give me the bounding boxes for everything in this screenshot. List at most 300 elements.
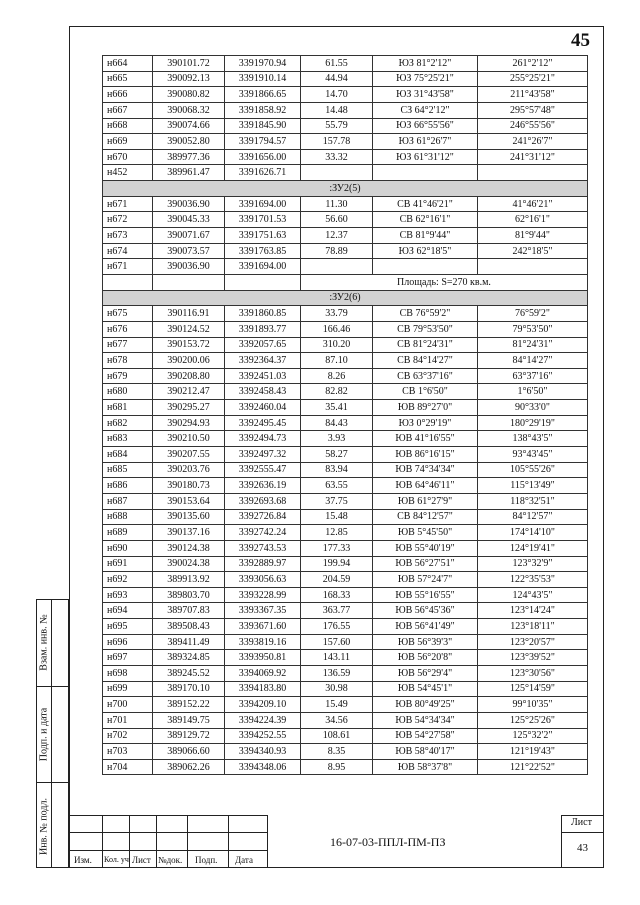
- table-cell: ЮЗ 61°31'12": [373, 149, 478, 165]
- table-cell: ЮВ 89°27'0": [373, 400, 478, 416]
- table-cell: 390036.90: [153, 196, 225, 212]
- table-cell: [301, 259, 373, 275]
- table-row: [103, 681, 588, 697]
- table-cell: 81°24'31": [478, 337, 588, 353]
- side-stamp-inv: Инв. № подл.: [38, 798, 50, 855]
- table-cell: 30.98: [301, 681, 373, 697]
- table-cell: 390052.80: [153, 134, 225, 150]
- table-cell: н704: [103, 759, 153, 775]
- table-cell: 3391794.57: [225, 134, 301, 150]
- table-cell: 3393671.60: [225, 619, 301, 635]
- table-row: [103, 71, 588, 87]
- table-cell: ЮВ 56°20'8": [373, 650, 478, 666]
- table-row: [103, 603, 588, 619]
- section-header-row: [103, 290, 588, 306]
- side-stamp-podp: Подп. и дата: [38, 707, 50, 762]
- table-cell: н692: [103, 572, 153, 588]
- table-cell: н693: [103, 587, 153, 603]
- table-cell: ЮЗ 31°43'58": [373, 87, 478, 103]
- table-cell: н680: [103, 384, 153, 400]
- table-row: [103, 650, 588, 666]
- table-cell: 390203.76: [153, 462, 225, 478]
- table-cell: 390137.16: [153, 525, 225, 541]
- table-cell: н694: [103, 603, 153, 619]
- table-cell: 63.55: [301, 478, 373, 494]
- table-cell: 242°18'5": [478, 243, 588, 259]
- table-row: [103, 321, 588, 337]
- table-cell: 125°25'26": [478, 712, 588, 728]
- table-cell: 122°35'53": [478, 572, 588, 588]
- table-cell: 3394224.39: [225, 712, 301, 728]
- table-cell: ЮВ 58°40'17": [373, 744, 478, 760]
- table-cell: 390180.73: [153, 478, 225, 494]
- table-cell: СВ 63°37'16": [373, 368, 478, 384]
- table-cell: 3393367.35: [225, 603, 301, 619]
- table-cell: 108.61: [301, 728, 373, 744]
- table-row: [103, 525, 588, 541]
- table-cell: 83.94: [301, 462, 373, 478]
- table-cell: ЮВ 41°16'55": [373, 431, 478, 447]
- table-cell: н696: [103, 634, 153, 650]
- table-cell: н679: [103, 368, 153, 384]
- table-row: [103, 744, 588, 760]
- table-cell: 166.46: [301, 321, 373, 337]
- table-cell: СВ 41°46'21": [373, 196, 478, 212]
- table-cell: 37.75: [301, 493, 373, 509]
- table-cell: 389245.52: [153, 665, 225, 681]
- table-cell: 390073.57: [153, 243, 225, 259]
- table-cell: 390212.47: [153, 384, 225, 400]
- table-row: [103, 509, 588, 525]
- table-cell: н682: [103, 415, 153, 431]
- table-cell: ЮВ 56°29'4": [373, 665, 478, 681]
- tb-label-data: Дата: [235, 855, 253, 865]
- table-cell: 76°59'2": [478, 306, 588, 322]
- table-cell: 8.26: [301, 368, 373, 384]
- table-cell: 63°37'16": [478, 368, 588, 384]
- table-row: [103, 572, 588, 588]
- table-row: [103, 400, 588, 416]
- table-cell: ЮВ 80°49'25": [373, 697, 478, 713]
- table-cell: н700: [103, 697, 153, 713]
- table-cell: 3392742.24: [225, 525, 301, 541]
- table-cell: 389062.26: [153, 759, 225, 775]
- table-cell: 3392460.04: [225, 400, 301, 416]
- table-cell: 211°43'58": [478, 87, 588, 103]
- table-cell: 3392458.43: [225, 384, 301, 400]
- table-cell: [153, 274, 225, 290]
- table-cell: 389066.60: [153, 744, 225, 760]
- table-row: [103, 759, 588, 775]
- table-cell: 241°26'7": [478, 134, 588, 150]
- table-cell: 390068.32: [153, 102, 225, 118]
- table-cell: 124°43'5": [478, 587, 588, 603]
- table-row: [103, 384, 588, 400]
- table-cell: 3392364.37: [225, 353, 301, 369]
- table-cell: [225, 274, 301, 290]
- table-cell: 123°32'9": [478, 556, 588, 572]
- table-cell: 3391751.63: [225, 228, 301, 244]
- table-cell: 35.41: [301, 400, 373, 416]
- table-cell: 87.10: [301, 353, 373, 369]
- table-row: [103, 619, 588, 635]
- table-cell: 199.94: [301, 556, 373, 572]
- table-cell: н673: [103, 228, 153, 244]
- table-cell: 93°43'45": [478, 447, 588, 463]
- table-cell: 3392693.68: [225, 493, 301, 509]
- table-cell: 389913.92: [153, 572, 225, 588]
- table-cell: 11.30: [301, 196, 373, 212]
- table-cell: 241°31'12": [478, 149, 588, 165]
- table-cell: н666: [103, 87, 153, 103]
- table-cell: 389961.47: [153, 165, 225, 181]
- sheet-number: 43: [577, 842, 588, 854]
- table-cell: 14.70: [301, 87, 373, 103]
- table-cell: н703: [103, 744, 153, 760]
- table-row: [103, 634, 588, 650]
- table-cell: 34.56: [301, 712, 373, 728]
- table-row: [103, 165, 588, 181]
- table-cell: 390071.67: [153, 228, 225, 244]
- table-cell: ЮВ 74°34'34": [373, 462, 478, 478]
- table-cell: н697: [103, 650, 153, 666]
- table-cell: 3391970.94: [225, 56, 301, 72]
- table-cell: 3393819.16: [225, 634, 301, 650]
- table-cell: н669: [103, 134, 153, 150]
- document-code: 16-07-03-ППЛ-ПМ-ПЗ: [330, 835, 446, 849]
- table-row: [103, 462, 588, 478]
- table-cell: 390116.91: [153, 306, 225, 322]
- table-cell: 123°18'11": [478, 619, 588, 635]
- table-cell: 174°14'10": [478, 525, 588, 541]
- table-cell: СВ 62°16'1": [373, 212, 478, 228]
- table-cell: СВ 81°9'44": [373, 228, 478, 244]
- table-cell: СВ 79°53'50": [373, 321, 478, 337]
- table-cell: 390153.64: [153, 493, 225, 509]
- table-cell: 3394348.06: [225, 759, 301, 775]
- table-row: [103, 712, 588, 728]
- table-cell: 3391860.85: [225, 306, 301, 322]
- table-cell: 389508.43: [153, 619, 225, 635]
- section-header-row: [103, 181, 588, 197]
- table-cell: 390200.06: [153, 353, 225, 369]
- table-cell: 389170.10: [153, 681, 225, 697]
- table-cell: 78.89: [301, 243, 373, 259]
- table-cell: 390208.80: [153, 368, 225, 384]
- table-row: [103, 665, 588, 681]
- table-cell: 55.79: [301, 118, 373, 134]
- table-cell: н671: [103, 259, 153, 275]
- table-cell: 389149.75: [153, 712, 225, 728]
- table-cell: 125°14'59": [478, 681, 588, 697]
- table-cell: 118°32'51": [478, 493, 588, 509]
- table-cell: ЮЗ 61°26'7": [373, 134, 478, 150]
- table-cell: н665: [103, 71, 153, 87]
- table-cell: 310.20: [301, 337, 373, 353]
- table-cell: 390036.90: [153, 259, 225, 275]
- table-cell: н676: [103, 321, 153, 337]
- table-cell: 390294.93: [153, 415, 225, 431]
- table-cell: 44.94: [301, 71, 373, 87]
- table-row: [103, 368, 588, 384]
- table-cell: 84°12'57": [478, 509, 588, 525]
- table-cell: 3392636.19: [225, 478, 301, 494]
- area-value: Площадь: S=270 кв.м.: [301, 274, 588, 290]
- table-cell: 3392555.47: [225, 462, 301, 478]
- table-cell: [103, 274, 153, 290]
- table-cell: 123°30'56": [478, 665, 588, 681]
- table-cell: 390024.38: [153, 556, 225, 572]
- table-row: [103, 556, 588, 572]
- table-cell: 115°13'49": [478, 478, 588, 494]
- table-cell: н452: [103, 165, 153, 181]
- table-row: [103, 353, 588, 369]
- table-row: [103, 149, 588, 165]
- table-cell: ЮЗ 0°29'19": [373, 415, 478, 431]
- table-cell: ЮВ 58°37'8": [373, 759, 478, 775]
- table-cell: 3391763.85: [225, 243, 301, 259]
- table-cell: 180°29'19": [478, 415, 588, 431]
- table-cell: 125°32'2": [478, 728, 588, 744]
- table-cell: СВ 84°14'27": [373, 353, 478, 369]
- table-cell: 3392494.73: [225, 431, 301, 447]
- table-cell: 14.48: [301, 102, 373, 118]
- table-cell: 33.79: [301, 306, 373, 322]
- table-cell: ЮВ 54°34'34": [373, 712, 478, 728]
- section-header: :ЗУ2(5): [103, 181, 588, 197]
- table-cell: 136.59: [301, 665, 373, 681]
- table-cell: 168.33: [301, 587, 373, 603]
- side-stamp-vzam: Взам. инв. №: [38, 614, 50, 671]
- table-cell: н702: [103, 728, 153, 744]
- table-cell: 3391845.90: [225, 118, 301, 134]
- table-cell: 390295.27: [153, 400, 225, 416]
- table-row: [103, 87, 588, 103]
- table-cell: ЮВ 64°46'11": [373, 478, 478, 494]
- table-cell: ЮВ 56°39'3": [373, 634, 478, 650]
- table-cell: н675: [103, 306, 153, 322]
- table-cell: 124°19'41": [478, 540, 588, 556]
- table-cell: ЮВ 61°27'9": [373, 493, 478, 509]
- table-cell: н667: [103, 102, 153, 118]
- table-cell: ЮВ 56°41'49": [373, 619, 478, 635]
- table-row: [103, 493, 588, 509]
- table-row: [103, 134, 588, 150]
- table-cell: 3392057.65: [225, 337, 301, 353]
- table-row: [103, 243, 588, 259]
- table-cell: 390124.52: [153, 321, 225, 337]
- tb-label-kol: Кол. уч: [104, 855, 129, 864]
- table-row: [103, 431, 588, 447]
- tb-label-list: Лист: [132, 855, 151, 865]
- table-cell: ЮВ 56°45'36": [373, 603, 478, 619]
- table-cell: н672: [103, 212, 153, 228]
- table-cell: 90°33'0": [478, 400, 588, 416]
- tb-label-podp: Подп.: [195, 855, 218, 865]
- table-cell: 389324.85: [153, 650, 225, 666]
- table-cell: 41°46'21": [478, 196, 588, 212]
- table-cell: 84.43: [301, 415, 373, 431]
- table-cell: 261°2'12": [478, 56, 588, 72]
- table-cell: н690: [103, 540, 153, 556]
- table-cell: 3391656.00: [225, 149, 301, 165]
- table-cell: 3391701.53: [225, 212, 301, 228]
- table-cell: 389707.83: [153, 603, 225, 619]
- side-stamp: [36, 599, 69, 868]
- table-cell: 15.49: [301, 697, 373, 713]
- table-cell: 157.60: [301, 634, 373, 650]
- table-cell: СВ 1°6'50": [373, 384, 478, 400]
- table-cell: 12.37: [301, 228, 373, 244]
- table-row: [103, 697, 588, 713]
- section-header: :ЗУ2(6): [103, 290, 588, 306]
- table-row: [103, 102, 588, 118]
- table-cell: [373, 165, 478, 181]
- table-cell: 177.33: [301, 540, 373, 556]
- table-cell: н671: [103, 196, 153, 212]
- table-cell: 123°20'57": [478, 634, 588, 650]
- table-row: [103, 212, 588, 228]
- table-cell: 390092.13: [153, 71, 225, 87]
- table-cell: [478, 165, 588, 181]
- table-cell: 3.93: [301, 431, 373, 447]
- table-cell: 3394183.80: [225, 681, 301, 697]
- table-cell: н687: [103, 493, 153, 509]
- table-cell: ЮЗ 66°55'56": [373, 118, 478, 134]
- table-cell: ЮЗ 81°2'12": [373, 56, 478, 72]
- table-cell: 8.95: [301, 759, 373, 775]
- tb-label-ndok: №док.: [158, 855, 183, 865]
- table-cell: н686: [103, 478, 153, 494]
- table-row: [103, 56, 588, 72]
- table-cell: н695: [103, 619, 153, 635]
- table-row: [103, 415, 588, 431]
- table-cell: ЮВ 56°27'51": [373, 556, 478, 572]
- table-cell: н685: [103, 462, 153, 478]
- table-row: [103, 337, 588, 353]
- table-cell: 123°14'24": [478, 603, 588, 619]
- table-cell: ЮВ 5°45'50": [373, 525, 478, 541]
- table-cell: 3392726.84: [225, 509, 301, 525]
- table-cell: 33.32: [301, 149, 373, 165]
- table-cell: 56.60: [301, 212, 373, 228]
- table-cell: 389129.72: [153, 728, 225, 744]
- table-cell: н691: [103, 556, 153, 572]
- table-cell: 58.27: [301, 447, 373, 463]
- table-cell: 389152.22: [153, 697, 225, 713]
- table-cell: 363.77: [301, 603, 373, 619]
- table-cell: 295°57'48": [478, 102, 588, 118]
- table-cell: 3391866.65: [225, 87, 301, 103]
- table-row: [103, 540, 588, 556]
- table-cell: 138°43'5": [478, 431, 588, 447]
- table-cell: 390207.55: [153, 447, 225, 463]
- table-row: [103, 447, 588, 463]
- table-cell: 143.11: [301, 650, 373, 666]
- table-cell: 3394252.55: [225, 728, 301, 744]
- table-cell: 8.35: [301, 744, 373, 760]
- table-row: [103, 259, 588, 275]
- table-cell: 123°39'52": [478, 650, 588, 666]
- table-cell: 3391694.00: [225, 259, 301, 275]
- table-cell: 62°16'1": [478, 212, 588, 228]
- table-cell: 3394209.10: [225, 697, 301, 713]
- table-row: [103, 587, 588, 603]
- table-cell: [373, 259, 478, 275]
- tb-label-izm: Изм.: [74, 855, 92, 865]
- table-cell: н699: [103, 681, 153, 697]
- table-cell: н678: [103, 353, 153, 369]
- table-cell: 3392451.03: [225, 368, 301, 384]
- table-cell: 389411.49: [153, 634, 225, 650]
- table-cell: 3393228.99: [225, 587, 301, 603]
- table-cell: 3393056.63: [225, 572, 301, 588]
- table-cell: 84°14'27": [478, 353, 588, 369]
- table-cell: ЮВ 57°24'7": [373, 572, 478, 588]
- table-cell: 390210.50: [153, 431, 225, 447]
- table-cell: 3392497.32: [225, 447, 301, 463]
- table-cell: 1°6'50": [478, 384, 588, 400]
- table-cell: ЮВ 55°40'19": [373, 540, 478, 556]
- table-cell: 15.48: [301, 509, 373, 525]
- table-cell: 3391858.92: [225, 102, 301, 118]
- area-row: [103, 274, 588, 290]
- table-cell: 3394340.93: [225, 744, 301, 760]
- table-cell: 82.82: [301, 384, 373, 400]
- table-cell: н674: [103, 243, 153, 259]
- table-cell: н681: [103, 400, 153, 416]
- table-cell: ЮЗ 62°18'5": [373, 243, 478, 259]
- table-cell: 390135.60: [153, 509, 225, 525]
- table-cell: 3392495.45: [225, 415, 301, 431]
- table-cell: 389803.70: [153, 587, 225, 603]
- table-cell: 61.55: [301, 56, 373, 72]
- table-cell: ЮВ 54°27'58": [373, 728, 478, 744]
- table-cell: н677: [103, 337, 153, 353]
- table-cell: н684: [103, 447, 153, 463]
- table-cell: 3394069.92: [225, 665, 301, 681]
- table-row: [103, 118, 588, 134]
- table-cell: СВ 84°12'57": [373, 509, 478, 525]
- table-cell: 99°10'35": [478, 697, 588, 713]
- table-cell: ЮВ 54°45'1": [373, 681, 478, 697]
- table-row: [103, 728, 588, 744]
- table-cell: н688: [103, 509, 153, 525]
- table-row: [103, 228, 588, 244]
- table-cell: 3391910.14: [225, 71, 301, 87]
- table-cell: 3391694.00: [225, 196, 301, 212]
- table-cell: 389977.36: [153, 149, 225, 165]
- table-cell: 390074.66: [153, 118, 225, 134]
- table-cell: ЮЗ 75°25'21": [373, 71, 478, 87]
- table-row: [103, 478, 588, 494]
- table-cell: [301, 165, 373, 181]
- table-cell: 12.85: [301, 525, 373, 541]
- sheet-label: Лист: [571, 817, 592, 828]
- coordinates-table: [102, 55, 588, 775]
- table-row: [103, 196, 588, 212]
- table-cell: 3392743.53: [225, 540, 301, 556]
- table-cell: [478, 259, 588, 275]
- table-cell: 105°55'26": [478, 462, 588, 478]
- table-cell: СЗ 64°2'12": [373, 102, 478, 118]
- table-cell: 3393950.81: [225, 650, 301, 666]
- table-cell: 121°19'43": [478, 744, 588, 760]
- table-cell: н698: [103, 665, 153, 681]
- table-cell: н683: [103, 431, 153, 447]
- table-cell: СВ 81°24'31": [373, 337, 478, 353]
- table-cell: 176.55: [301, 619, 373, 635]
